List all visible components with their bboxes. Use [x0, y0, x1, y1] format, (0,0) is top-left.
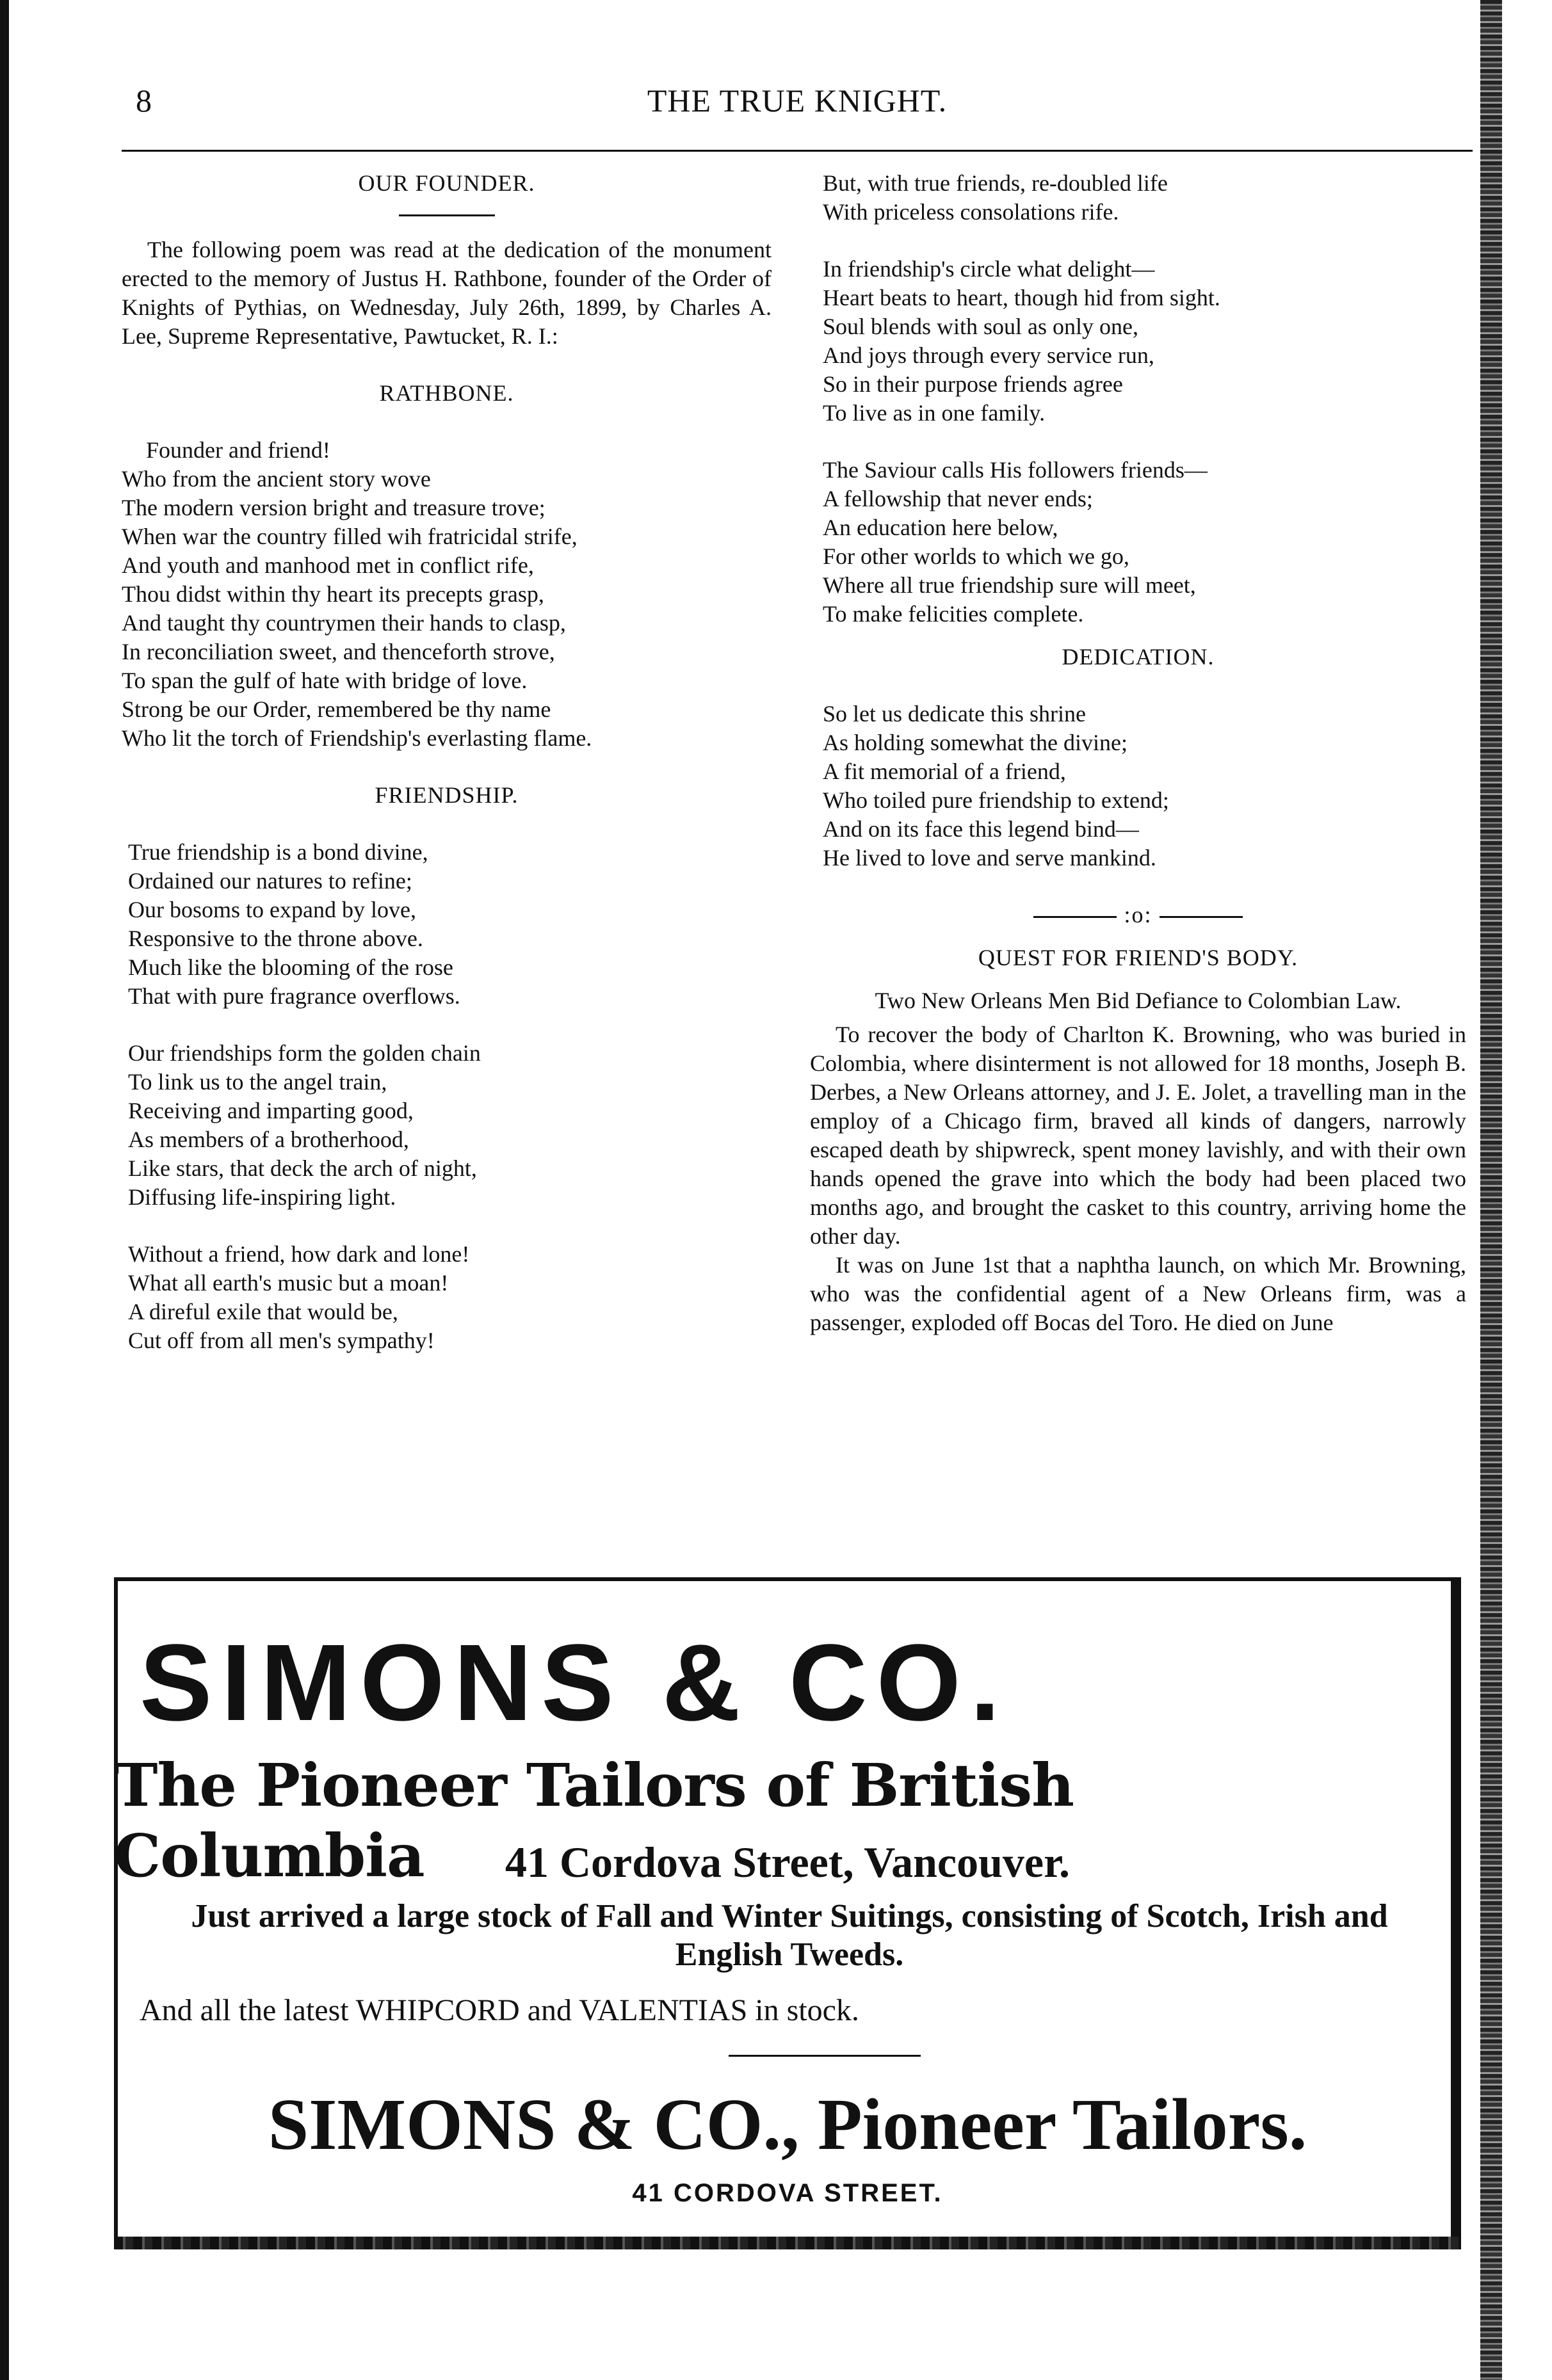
friendship-stanza-2	[122, 1039, 772, 1212]
poem-line: Who lit the torch of Friendship's everlasting flame.	[122, 725, 592, 751]
poem-line: Our bosoms to expand by love,	[128, 897, 416, 922]
ad-border-top	[114, 1577, 1461, 1581]
quest-heading: QUEST FOR FRIEND'S BODY.	[978, 945, 1298, 970]
scan-right-edge	[1480, 0, 1502, 2380]
poem-line: Founder and friend!	[146, 437, 330, 463]
poem-line: When war the country filled wih fratricidal strife,	[122, 524, 578, 549]
poem-line: Cut off from all men's sympathy!	[128, 1328, 435, 1353]
poem-line: Like stars, that deck the arch of night,	[128, 1155, 477, 1181]
poem-line: And on its face this legend bind—	[823, 816, 1139, 842]
ad-border-bottom	[114, 2237, 1461, 2249]
section-separator	[810, 901, 1466, 929]
poem-line: In friendship's circle what delight—	[823, 256, 1155, 282]
poem-line: A fit memorial of a friend,	[823, 759, 1066, 784]
poem-line: An education here below,	[823, 515, 1058, 540]
poem-line: To link us to the angel train,	[128, 1069, 387, 1095]
poem-line: Thou didst within thy heart its precepts grasp,	[122, 581, 544, 607]
running-title: THE TRUE KNIGHT.	[647, 83, 948, 118]
poem-line: Heart beats to heart, though hid from sight.	[823, 285, 1220, 310]
poem-line: He lived to love and serve mankind.	[823, 845, 1156, 871]
founder-heading: OUR FOUNDER.	[358, 170, 535, 196]
poem-line: In reconciliation sweet, and thenceforth strove,	[122, 639, 555, 664]
quest-paragraph-2: It was on June 1st that a naphtha launch, on which Mr. Browning, who was the confidential agent of a New Orleans firm, was a passenger, exploded off Bocas del Toro. He died on June	[810, 1252, 1466, 1335]
ad-tagline: The Pioneer Tailors of British Columbia	[114, 1751, 1074, 1890]
poem-line: So in their purpose friends agree	[823, 371, 1123, 397]
scan-left-edge	[0, 0, 9, 2380]
separator-dash	[1033, 916, 1117, 918]
page-number: 8	[136, 83, 152, 118]
ad-pioneer-tailors: SIMONS & CO., Pioneer Tailors.	[268, 2084, 1307, 2165]
poem-line: Diffusing life-inspiring light.	[128, 1184, 396, 1210]
founder-intro: The following poem was read at the dedication of the monument erected to the memory of Justus H. Rathbone, founder of the Order of Knights of Pythias, on Wednesday, July 26th, 1899, by Charles A. Lee, Supreme Representative, Pawtucket, R. I.:	[122, 237, 772, 349]
friendship-stanza-5	[810, 255, 1466, 428]
page-header	[122, 82, 1473, 133]
rathbone-heading: RATHBONE.	[379, 380, 514, 406]
friendship-stanza-1	[122, 838, 772, 1011]
poem-line: Who from the ancient story wove	[122, 466, 431, 492]
friendship-stanza-3	[122, 1240, 772, 1355]
ad-firm-name: SIMONS & CO.	[140, 1622, 1010, 1744]
poem-line: Strong be our Order, remembered be thy name	[122, 696, 551, 722]
ad-stock-notice: Just arrived a large stock of Fall and Winter Suitings, consisting of Scotch, Irish and English Tweeds.	[191, 1898, 1388, 1973]
poem-line: Who toiled pure friendship to extend;	[823, 787, 1169, 813]
ad-divider	[729, 2055, 921, 2057]
poem-line: What all earth's music but a moan!	[128, 1270, 449, 1296]
poem-line: Where all true friendship sure will meet,	[823, 572, 1196, 598]
poem-line: To span the gulf of hate with bridge of love.	[122, 668, 528, 693]
separator-text: :o:	[1124, 902, 1152, 928]
right-column	[810, 169, 1466, 1337]
simons-advertisement	[114, 1577, 1461, 2249]
poem-line: But, with true friends, re-doubled life	[823, 170, 1168, 196]
founder-rule	[399, 214, 495, 216]
poem-line: Responsive to the throne above.	[128, 926, 423, 951]
separator-dash	[1160, 916, 1243, 918]
poem-line: Without a friend, how dark and lone!	[128, 1241, 470, 1267]
poem-line: Much like the blooming of the rose	[128, 954, 453, 980]
poem-line: Receiving and imparting good,	[128, 1098, 414, 1123]
poem-line: A direful exile that would be,	[128, 1299, 398, 1324]
quest-subheading: Two New Orleans Men Bid Defiance to Colombian Law.	[875, 988, 1402, 1013]
poem-line: And youth and manhood met in conflict rife,	[122, 552, 534, 578]
poem-line: Our friendships form the golden chain	[128, 1040, 481, 1066]
poem-line: The modern version bright and treasure trove;	[122, 495, 546, 520]
poem-line: So let us dedicate this shrine	[823, 701, 1086, 727]
poem-line: As holding somewhat the divine;	[823, 730, 1128, 755]
friendship-heading: FRIENDSHIP.	[375, 782, 519, 808]
quest-paragraph-1: To recover the body of Charlton K. Browning, who was buried in Colombia, where disinterment is not allowed for 18 months, Joseph B. Derbes, a New Orleans attorney, and J. E. Jolet, a travelling man in the employ of a Chicago firm, braved all kinds of dangers, narrowly escaped death by shipwreck, spent money lavishly, and with their own hands opened the grave into which the body had been placed two months ago, and brought the casket to this country, arriving home the other day.	[810, 1022, 1466, 1249]
friendship-stanza-4	[810, 169, 1466, 227]
poem-line: That with pure fragrance overflows.	[128, 983, 460, 1009]
poem-line: Ordained our natures to refine;	[128, 868, 412, 894]
poem-line: And taught thy countrymen their hands to clasp,	[122, 610, 566, 636]
poem-line: True friendship is a bond divine,	[128, 839, 428, 865]
left-column	[122, 169, 772, 1355]
poem-line: With priceless consolations rife.	[823, 199, 1119, 225]
ad-street: 41 CORDOVA STREET.	[632, 2179, 943, 2207]
poem-line: Soul blends with soul as only one,	[823, 314, 1138, 339]
header-rule	[122, 150, 1473, 152]
poem-line: And joys through every service run,	[823, 342, 1154, 368]
friendship-stanza-6	[810, 456, 1466, 629]
ad-address: 41 Cordova Street, Vancouver.	[505, 1838, 1071, 1886]
ad-latest-stock: And all the latest WHIPCORD and VALENTIAS in stock.	[140, 1993, 859, 2027]
poem-line: A fellowship that never ends;	[823, 486, 1093, 511]
dedication-heading: DEDICATION.	[1062, 644, 1215, 670]
poem-line: The Saviour calls His followers friends—	[823, 457, 1208, 483]
rathbone-poem	[122, 436, 772, 753]
poem-line: As members of a brotherhood,	[128, 1127, 409, 1152]
poem-line: To live as in one family.	[823, 400, 1046, 426]
poem-line: For other worlds to which we go,	[823, 543, 1129, 569]
poem-line: To make felicities complete.	[823, 601, 1084, 627]
dedication-poem	[810, 700, 1466, 872]
